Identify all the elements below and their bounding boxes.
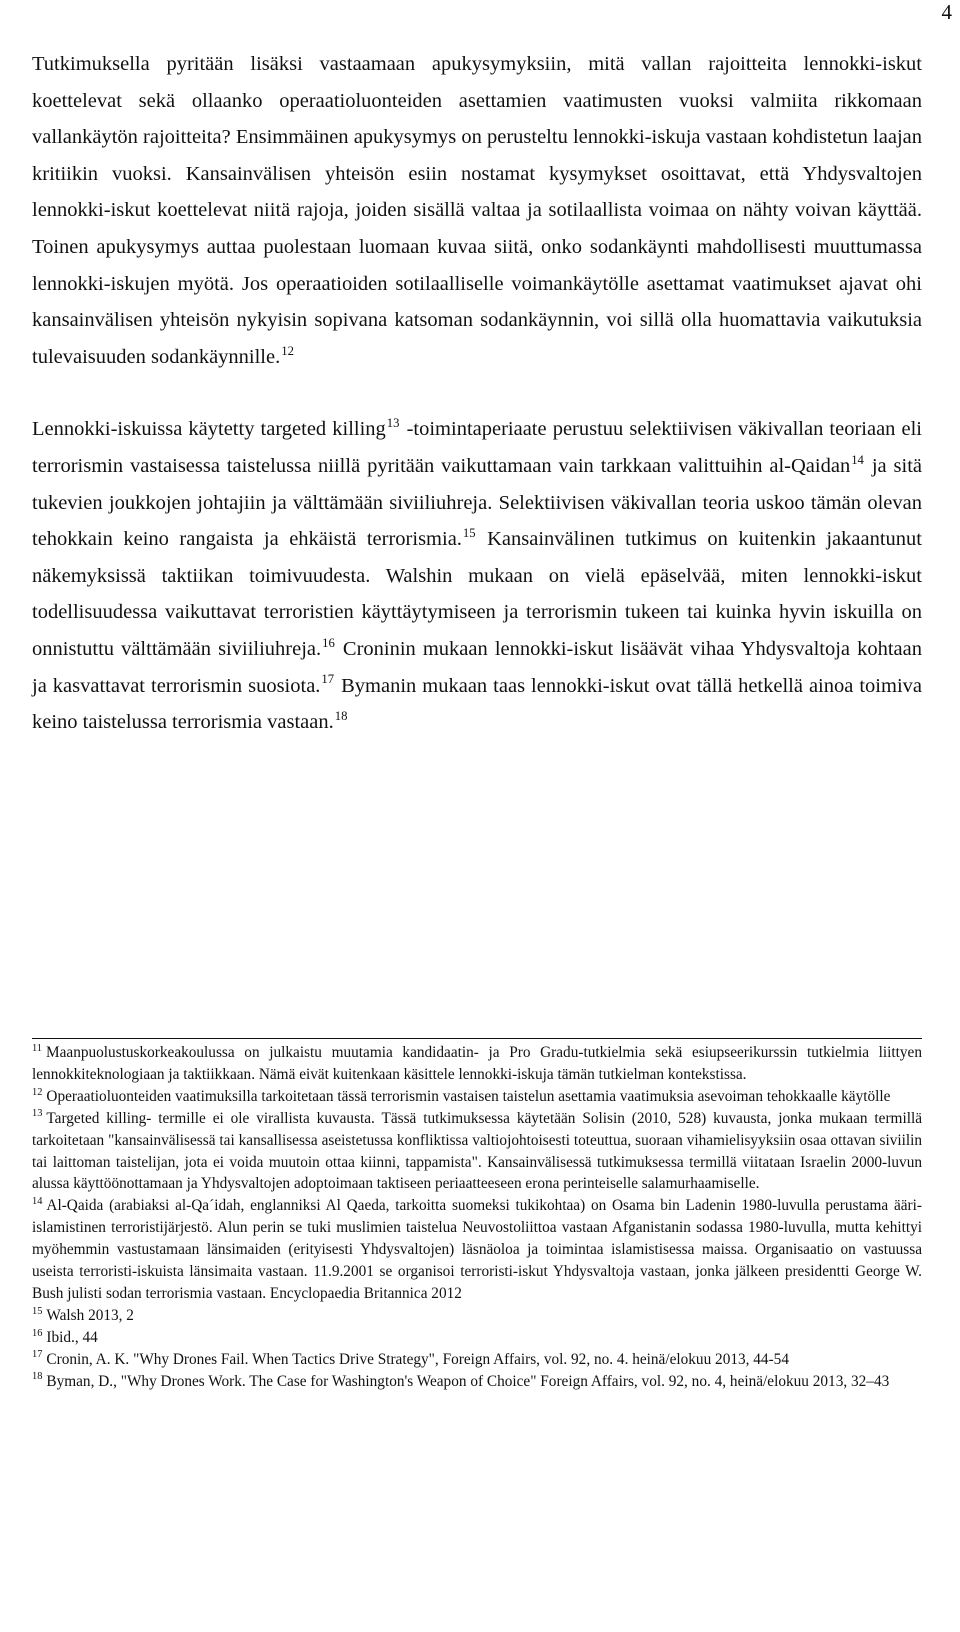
footnote — [32, 1108, 922, 1196]
paragraph-text: -toimintaperiaate perustuu selektiivisen väkivallan teoriaan eli terrorismin vastaisessa taistelussa niillä pyritään vaikuttamaan vain tarkkaan valittuihin al-Qaidan — [32, 418, 923, 477]
page-number: 4 — [941, 0, 952, 24]
footnote-number: 15 — [32, 1305, 43, 1317]
footnote-ref[interactable]: 13 — [386, 416, 400, 431]
footnote-ref[interactable]: 15 — [462, 525, 476, 540]
footnote-text: Byman, D., "Why Drones Work. The Case for Washington's Weapon of Choice" Foreign Affairs, vol. 92, no. 4, heinä/elokuu 2013, 32–43 — [46, 1372, 890, 1390]
paragraph-text: Croninin mukaan lennokki-iskut lisäävät vihaa Yhdysvaltoja kohtaan ja kasvattavat terrorismin suosiota. — [32, 637, 922, 697]
paragraph-text: Bymanin mukaan taas lennokki-iskut ovat tällä hetkellä ainoa toimiva keino taistelussa terrorismia vastaan. — [32, 674, 922, 734]
footnote — [32, 1305, 922, 1327]
footnote — [32, 1086, 922, 1108]
paragraph-text: Lennokki-iskuissa käytetty targeted killing — [32, 418, 386, 441]
footnote-ref[interactable]: 16 — [322, 635, 335, 650]
footnotes — [32, 1042, 922, 1393]
paragraph — [32, 411, 922, 740]
footnote — [32, 1195, 922, 1305]
footnote-number: 14 — [32, 1196, 43, 1208]
body-text — [32, 46, 922, 741]
footnote — [32, 1349, 922, 1371]
footnote-number: 12 — [32, 1086, 43, 1098]
footnote-text: Operaatioluonteiden vaatimuksilla tarkoitetaan tässä terrorismin vastaisen taistelun asettamia vaatimuksia asevoiman tehokkaalle käytölle — [46, 1087, 891, 1105]
footnote — [32, 1042, 922, 1086]
paragraph — [32, 46, 922, 375]
footnote-text: Ibid., 44 — [46, 1328, 98, 1346]
footnote-number: 17 — [32, 1349, 43, 1361]
footnote-text: Cronin, A. K. "Why Drones Fail. When Tactics Drive Strategy", Foreign Affairs, vol. 92, no. 4. heinä/elokuu 2013, 44-54 — [46, 1350, 789, 1368]
footnote-text: Al-Qaida (arabiaksi al-Qa´idah, englanniksi Al Qaeda, tarkoitta suomeksi tukikohtaa) on Osama bin Ladenin 1980-luvulla perustama ääri-islamistinen terroristijärjestö. Alun perin se tuki muslimien taistelua Neuvostoliittoa vastaan Afganistanin sodassa 1980-luvulla, mutta kehittyi myöhemmin vastustamaan länsimaiden (erityisesti Yhdysvaltojen) läsnäoloa ja toimintaa islamistisessa maissa. Organisaatio on vastuussa useista terroristi-iskuista länsimaita vastaan. 11.9.2001 se organisoi terroristi-iskut Yhdysvaltoja vastaan, jonka jälkeen presidentti George W. Bush julisti sodan terrorismia vastaan. Encyclopaedia Britannica 2012 — [32, 1197, 922, 1302]
footnote-text: Walsh 2013, 2 — [46, 1306, 134, 1324]
footnote-divider — [32, 1038, 922, 1039]
footnote-number: 16 — [32, 1327, 43, 1339]
footnote-number: 18 — [32, 1371, 43, 1383]
paragraph-text: Tutkimuksella pyritään lisäksi vastaamaan apukysymyksiin, mitä vallan rajoitteita lennokki-iskut koettelevat sekä ollaanko operaatioluonteiden asettamien vaatimusten vuoksi valmiita rikkomaan vallankäytön rajoitteita? Ensimmäinen apukysymys on perusteltu lennokki-iskuja vastaan kohdistetun laajan kritiikin vuoksi. Kansainvälisen yhteisön esiin nostamat kysymykset osoittavat, että Yhdysvaltojen lennokki-iskut koettelevat niitä rajoja, joiden sisällä valtaa ja sotilaallista voimaa on nähty voivan käyttää. Toinen apukysymys auttaa puolestaan luomaan kuvaa siitä, onko sodankäynti mahdollisesti muuttumassa lennokki-iskujen myötä. Jos operaatioiden sotilaalliselle voimankäytölle asettamat vaatimukset ajavat ohi kansainvälisen yhteisön nykyisin sopivana katsoman sodankäynnin, voi sillä olla huomattavia vaikutuksia tulevaisuuden sodankäynnille. — [32, 53, 922, 368]
paragraph-text: Kansainvälinen tutkimus on kuitenkin jakaantunut näkemyksissä taktiikan toimivuudesta. Walshin mukaan on vielä epäselvää, miten lennokki-iskut todellisuudessa vaikuttavat terroristien käyttäytymiseen ja terrorismin tukeen tai kuinka hyvin iskuilla on onnistuttu välttämään siviiliuhreja. — [32, 528, 922, 660]
paragraph-text: ja sitä tukevien joukkojen johtajiin ja välttämään siviiliuhreja. Selektiivisen väkivallan teoria uskoo tämän olevan tehokkain keino rangaista ja ehkäistä terrorismia. — [32, 454, 922, 551]
footnote-ref[interactable]: 17 — [321, 672, 335, 687]
footnote-number: 11 — [32, 1042, 43, 1054]
footnote-text: Targeted killing- termille ei ole virallista kuvausta. Tässä tutkimuksessa käytetään Solisin (2010, 528) kuvausta, jonka mukaan termillä tarkoitetaan "kansainvälisessä tai kansallisessa aseistetussa konfliktissa valtiojohtoisesti toteuttua, suoraan vihamielisyyksiin osaa ottavan siviilin tai laittoman taistelijan, jota ei voida muutoin ottaa kiinni, tappamista". Kansainvälisessä tutkimuksessa termillä viitataan Israelin 2000-luvun alussa käyttöönottamaan ja Yhdysvaltojen adoptoimaan taktiseen periaatteeseen erona perinteiselle salamurhaamiselle. — [32, 1109, 922, 1193]
footnote-ref[interactable]: 18 — [334, 708, 348, 723]
footnote-ref[interactable]: 12 — [281, 343, 294, 358]
footnote-number: 13 — [32, 1108, 43, 1120]
footnote — [32, 1371, 922, 1393]
footnote-text: Maanpuolustuskorkeakoulussa on julkaistu muutamia kandidaatin- ja Pro Gradu-tutkielmia sekä esiupseerikurssin tutkielmia liittyen lennokkiteknologiaan ja taktiikkaan. Nämä eivät kuitenkaan käsittele lennokki-iskuja tämän tutkielman kontekstissa. — [32, 1044, 922, 1083]
footnote-ref[interactable]: 14 — [851, 452, 864, 467]
footnote — [32, 1327, 922, 1349]
